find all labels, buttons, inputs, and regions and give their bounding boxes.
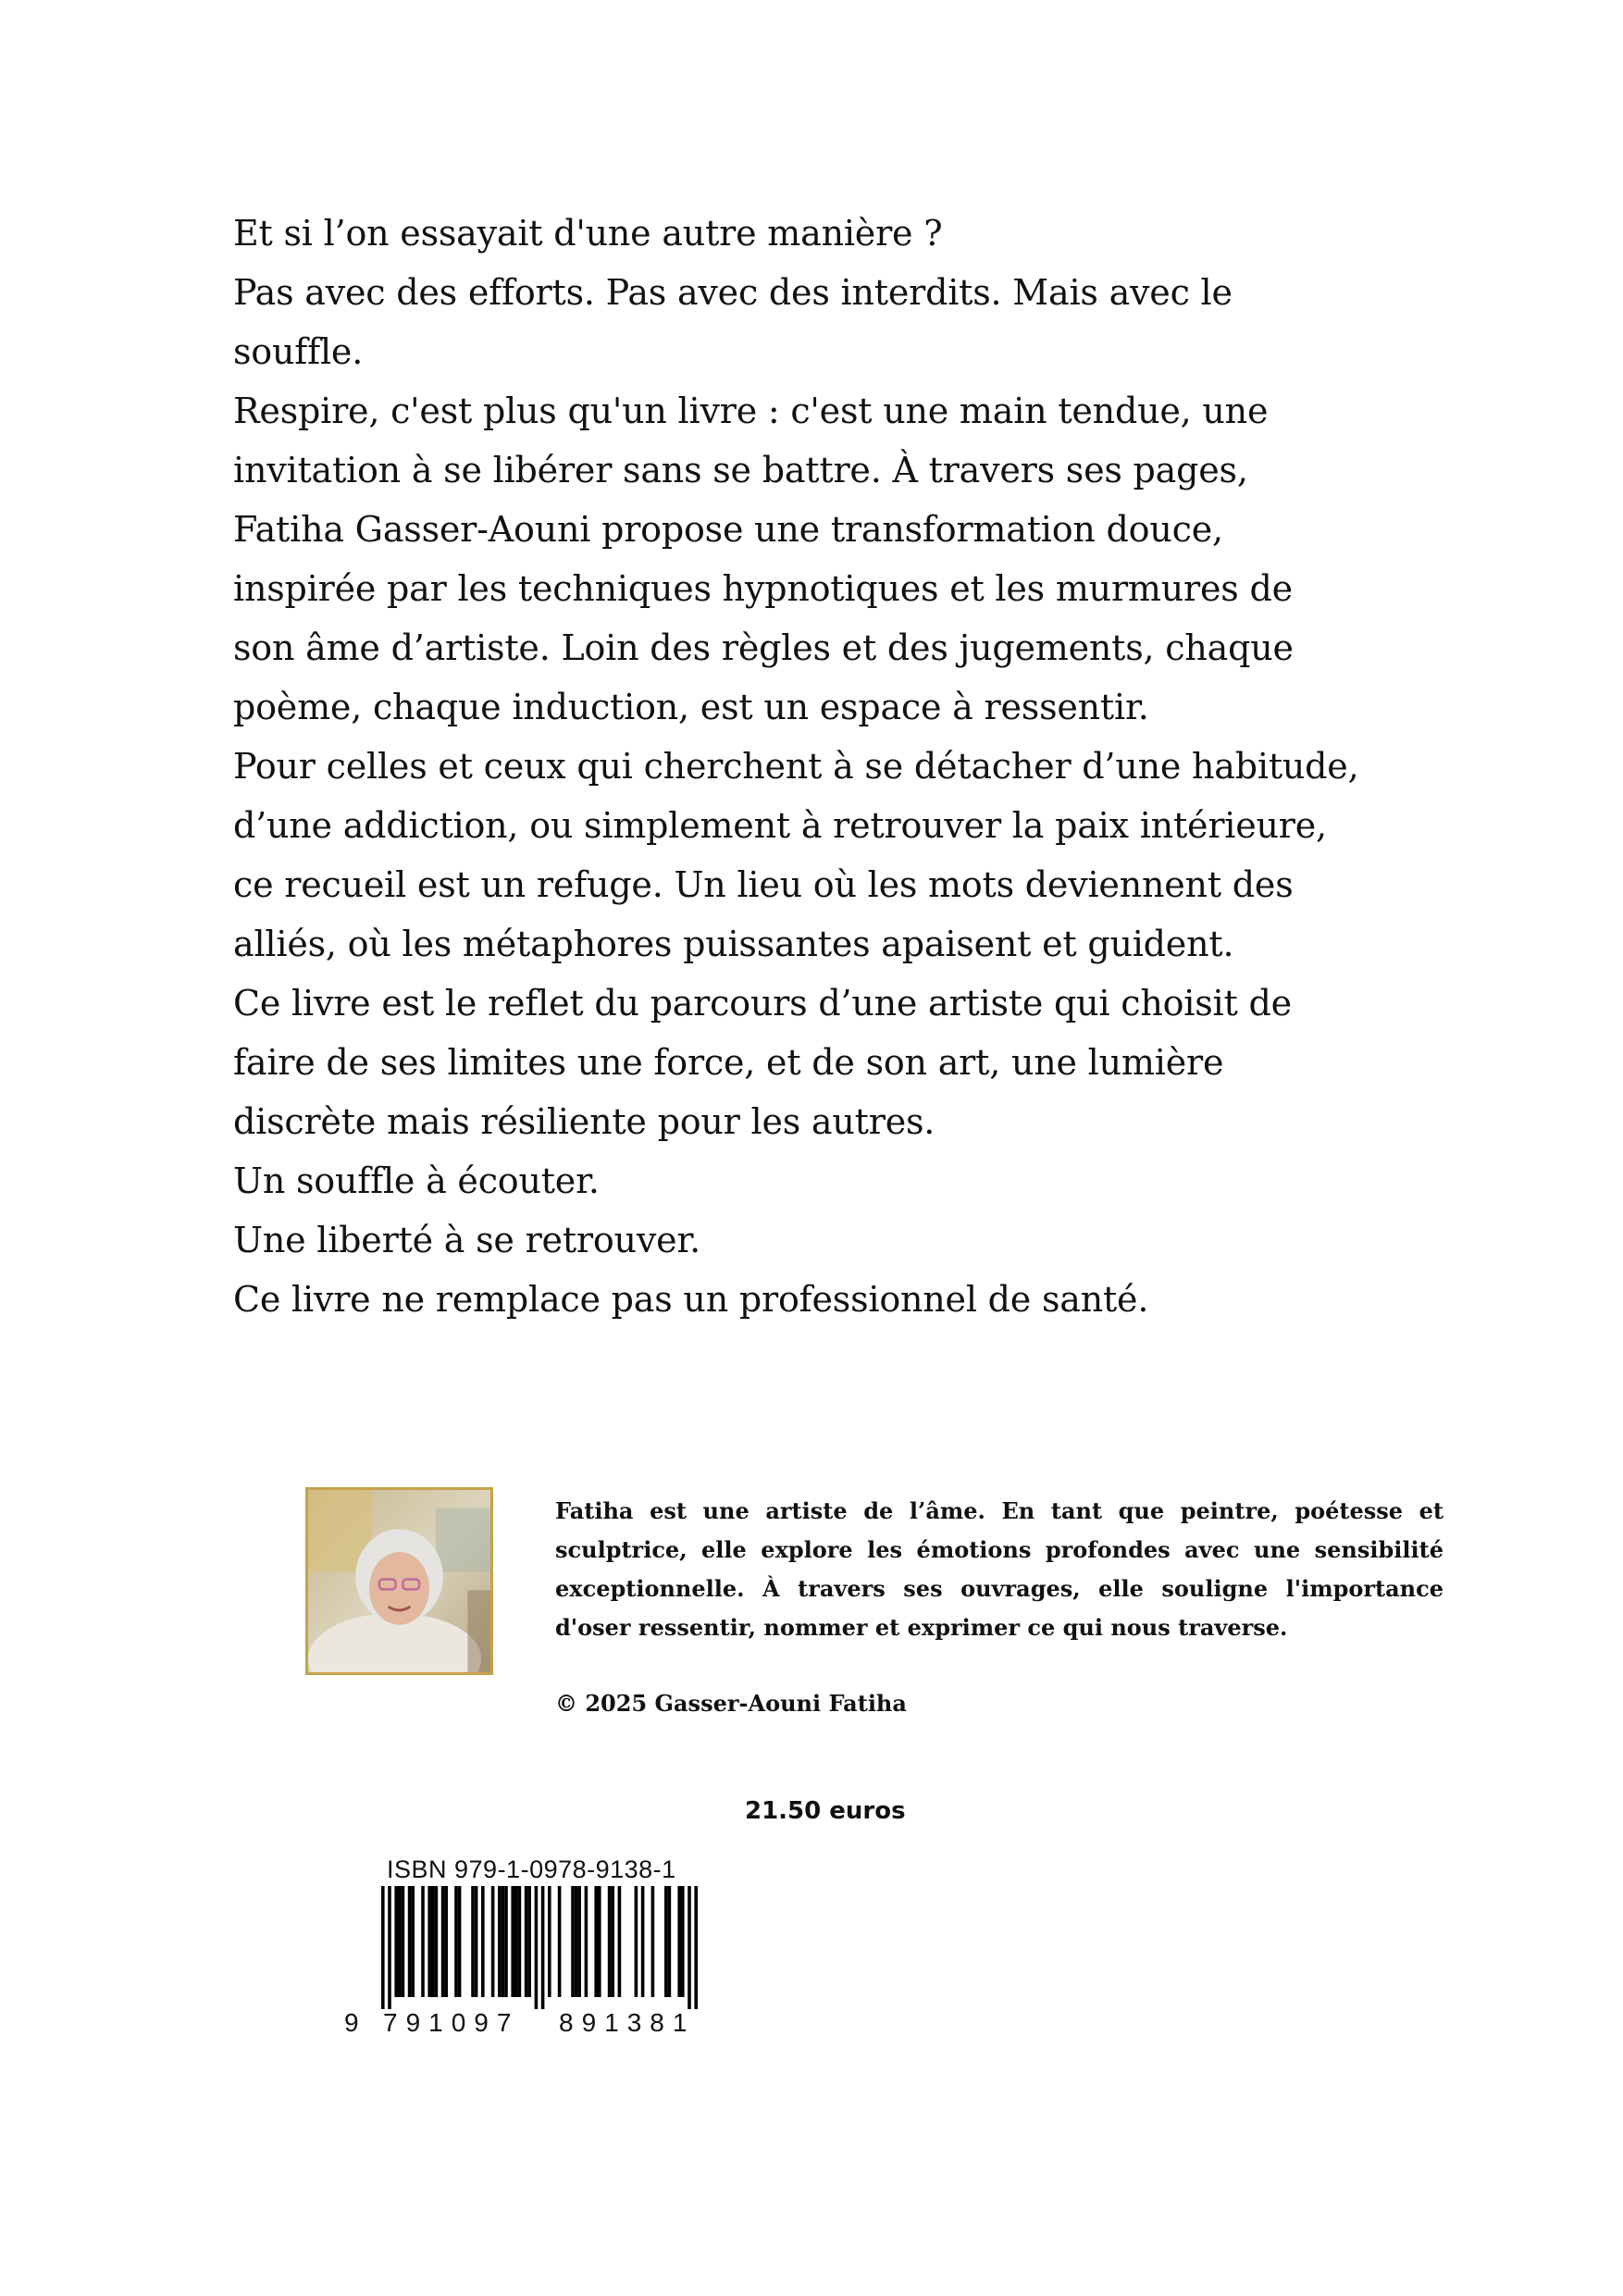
blurb-line: Une liberté à se retrouver. bbox=[233, 1220, 701, 1260]
barcode-bar bbox=[677, 1886, 681, 1997]
barcode-left-digits: 791097 bbox=[383, 2008, 520, 2037]
barcode-bar bbox=[411, 1886, 415, 1997]
back-cover-blurb bbox=[233, 204, 1464, 1329]
barcode-bar bbox=[525, 1886, 528, 1997]
barcode-bar bbox=[458, 1886, 462, 1997]
blurb-line: faire de ses limites une force, et de son art, une lumière bbox=[233, 1042, 1224, 1083]
barcode-bar bbox=[527, 1886, 531, 1997]
blurb-line: discrète mais résiliente pour les autres. bbox=[233, 1101, 935, 1142]
barcode-bar bbox=[641, 1886, 645, 1997]
barcode-bar bbox=[511, 1886, 514, 1997]
barcode-bar bbox=[498, 1886, 502, 1997]
blurb-line: son âme d’artiste. Loin des règles et des jugements, chaque bbox=[233, 627, 1294, 668]
barcode-bar bbox=[694, 1886, 698, 2009]
barcode-bar bbox=[408, 1886, 412, 1997]
barcode-bar bbox=[435, 1886, 439, 1997]
blurb-line: ce recueil est un refuge. Un lieu où les mots deviennent des bbox=[233, 864, 1294, 905]
barcode-right-digits: 891381 bbox=[559, 2008, 696, 2037]
blurb-line: souffle. bbox=[233, 331, 364, 372]
blurb-line: d’une addiction, ou simplement à retrouver la paix intérieure, bbox=[233, 805, 1327, 846]
barcode-bar bbox=[598, 1886, 601, 1997]
isbn-label: ISBN 979-1-0978-9138-1 bbox=[387, 1855, 676, 1883]
barcode-bar bbox=[421, 1886, 425, 1997]
author-bio-text: Fatiha est une artiste de l’âme. En tant que peintre, poétesse et sculptrice, elle explore les émotions profondes avec une sensibilité exceptionnelle. À travers ses ouvrages, elle souligne l'importance d'oser ressentir, nommer et exprimer ce qui nous traverse. bbox=[555, 1497, 1443, 1641]
barcode-bar bbox=[575, 1886, 578, 1997]
barcode-bar bbox=[514, 1886, 518, 1997]
barcode-bar bbox=[585, 1886, 588, 1997]
barcode-bar bbox=[541, 1886, 545, 2009]
blurb-line: Pour celles et ceux qui cherchent à se détacher d’une habitude, bbox=[233, 746, 1359, 787]
blurb-line: poème, chaque induction, est un espace à ressentir. bbox=[233, 687, 1149, 727]
barcode-bar bbox=[548, 1886, 551, 1997]
barcode-bar bbox=[664, 1886, 668, 1997]
barcode-bar bbox=[688, 1886, 691, 2009]
blurb-line: Pas avec des efforts. Pas avec des interdits. Mais avec le bbox=[233, 272, 1233, 313]
blurb-line: Ce livre est le reflet du parcours d’une artiste qui choisit de bbox=[233, 983, 1292, 1024]
barcode-bar bbox=[471, 1886, 475, 1997]
blurb-line: Et si l’on essayait d'une autre manière ? bbox=[233, 213, 943, 254]
barcode-bar bbox=[402, 1886, 405, 1997]
barcode-bar bbox=[577, 1886, 581, 1997]
blurb-line: Un souffle à écouter. bbox=[233, 1160, 600, 1201]
barcode-bar bbox=[681, 1886, 685, 1997]
blurb-line: alliés, où les métaphores puissantes apaisent et guident. bbox=[233, 924, 1234, 964]
barcode-bar bbox=[394, 1886, 398, 1997]
barcode-bar bbox=[611, 1886, 614, 1997]
barcode-bar bbox=[571, 1886, 575, 1997]
barcode-bar bbox=[504, 1886, 508, 1997]
barcode-bar bbox=[668, 1886, 672, 1997]
barcode-bar bbox=[431, 1886, 435, 1997]
barcode-bar bbox=[618, 1886, 622, 1997]
barcode-bar bbox=[427, 1886, 431, 1997]
barcode-bar bbox=[398, 1886, 402, 1997]
blurb-line: inspirée par les techniques hypnotiques et les murmures de bbox=[233, 568, 1293, 609]
barcode-bar bbox=[481, 1886, 485, 1997]
barcode-bar bbox=[475, 1886, 478, 1997]
barcode-bar bbox=[441, 1886, 445, 1997]
price-label: 21.50 euros bbox=[745, 1797, 906, 1825]
barcode-bar bbox=[502, 1886, 505, 1997]
barcode-bar bbox=[444, 1886, 448, 1997]
barcode-bar bbox=[608, 1886, 612, 1997]
barcode-digits bbox=[344, 2008, 742, 2045]
barcode-first-digit: 9 bbox=[344, 2008, 359, 2037]
blurb-line: Fatiha Gasser-Aouni propose une transformation douce, bbox=[233, 509, 1223, 550]
blurb-line: Ce livre ne remplace pas un professionnel de santé. bbox=[233, 1279, 1149, 1320]
author-photo bbox=[305, 1487, 493, 1675]
author-portrait-image bbox=[308, 1490, 490, 1672]
author-bio bbox=[555, 1492, 1443, 1647]
barcode-bar bbox=[558, 1886, 562, 1997]
copyright-notice: © 2025 Gasser-Aouni Fatiha bbox=[555, 1690, 907, 1717]
barcode-bar bbox=[535, 1886, 539, 2009]
isbn-barcode bbox=[344, 1886, 742, 2011]
barcode-bar bbox=[381, 1886, 385, 2009]
blurb-line: Respire, c'est plus qu'un livre : c'est une main tendue, une bbox=[233, 391, 1269, 431]
barcode-bar bbox=[388, 1886, 391, 2009]
blurb-line: invitation à se libérer sans se battre. À travers ses pages, bbox=[233, 450, 1248, 490]
barcode-bar bbox=[491, 1886, 495, 1997]
barcode-bar bbox=[454, 1886, 458, 1997]
barcode-bar bbox=[518, 1886, 522, 1997]
barcode-bar bbox=[594, 1886, 598, 1997]
barcode-bar bbox=[635, 1886, 638, 1997]
barcode-bar bbox=[651, 1886, 655, 1997]
